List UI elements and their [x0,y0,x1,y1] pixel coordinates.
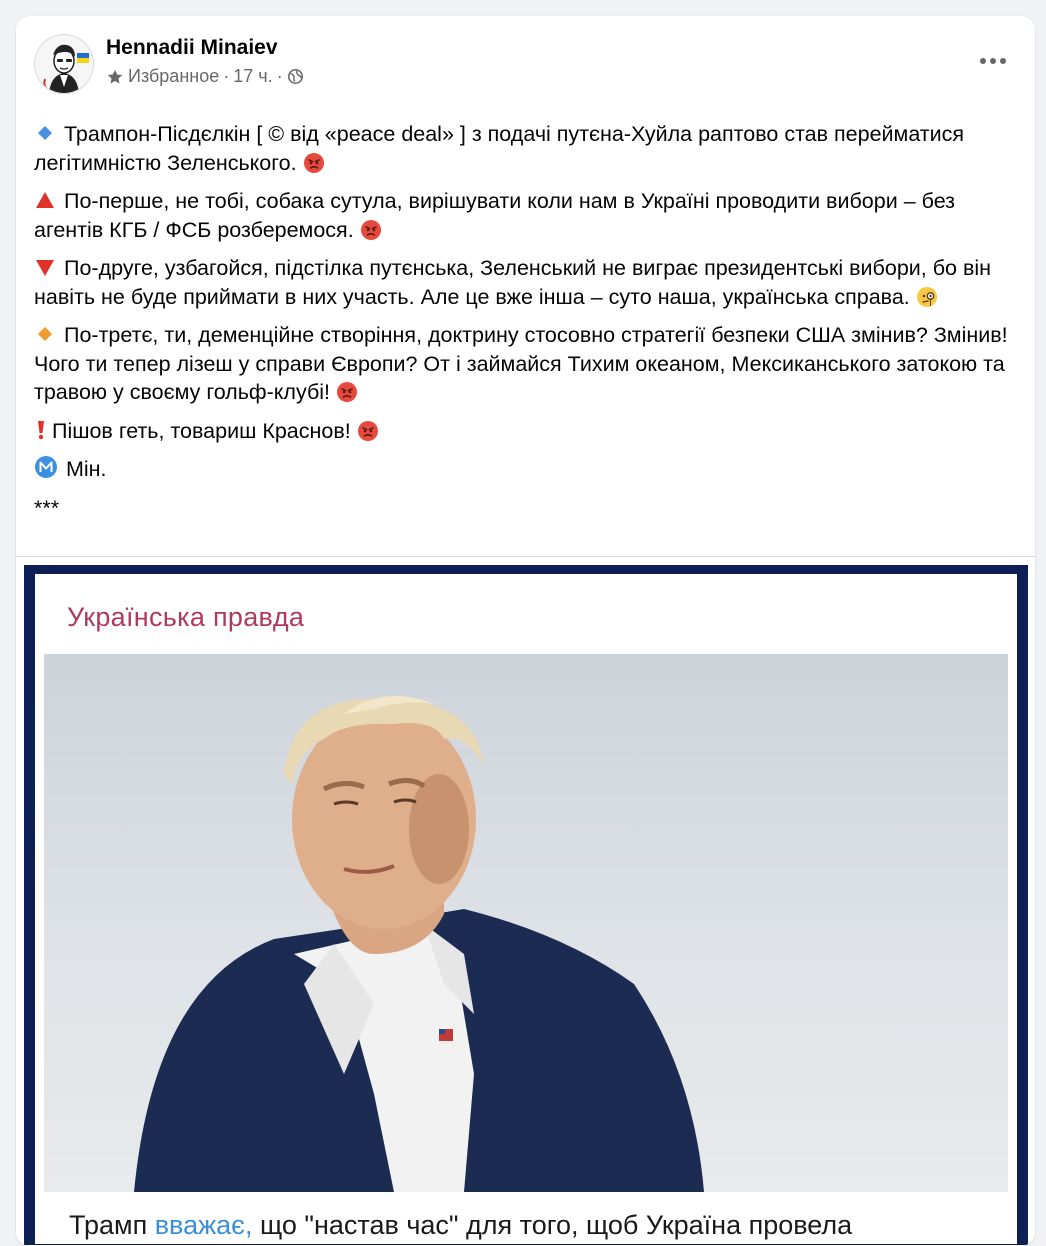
meta-separator: · [223,66,230,86]
red-triangle-down-icon [34,256,56,278]
paragraph-text: По-перше, не тобі, собака сутула, вирішувати коли нам в Україні проводити вибори – без агентів КГБ / ФСБ розберемося. [34,189,956,242]
small-orange-diamond-icon [34,323,56,345]
post-meta [106,66,304,87]
paragraph-1 [34,120,1019,177]
angry-face-icon [336,381,358,403]
paragraph-text: Мін. [66,457,107,481]
post-image[interactable] [24,565,1028,1245]
caption-text-end: що "настав час" для того, щоб Україна провела [252,1210,853,1240]
caption-link[interactable]: вважає, [154,1210,253,1240]
paragraph-4 [34,321,1019,407]
caption-text-start: Трамп [69,1210,155,1240]
post-card [16,16,1035,1246]
avatar-illustration [35,35,93,93]
author-name[interactable]: Hennadii Minaiev [106,36,278,59]
paragraph-5 [34,417,1019,446]
author-avatar[interactable] [34,34,94,94]
paragraph-text: Трампон-Пісдєлкін [ © від «peace deal» ] з подачі путєна-Хуйла раптово став перейматися легітимністю Зеленського. [34,122,965,175]
globe-icon[interactable] [287,68,304,85]
more-horizontal-icon [979,57,1007,65]
red-triangle-up-icon [34,189,56,211]
news-card-image [35,574,1017,1244]
circled-m-icon [34,455,58,479]
paragraph-6 [34,455,1019,484]
audience-label[interactable]: Избранное [128,66,220,86]
news-outlet-title: Українська правда [67,602,305,632]
post-header [16,16,1035,108]
post-time[interactable]: 17 ч. [233,66,273,86]
angry-face-icon [303,152,325,174]
meta-separator-2: · [276,66,283,86]
paragraph-text: По-друге, узбагойся, підстілка путєнська, Зеленський не виграє президентські вибори, бо він навіть не буде приймати в них участь. Але це вже інша – суто наша, українська справа. [34,256,992,309]
divider [16,556,1035,557]
angry-face-icon [360,219,382,241]
paragraph-2 [34,187,1019,244]
person-photo-illustration [44,654,1008,1192]
news-caption [69,1210,852,1241]
paragraph-text: По-третє, ти, деменційне створіння, доктрину стосовно стратегії безпеки США змінив? Змінив! Чого ти тепер лізеш у справи Європи? От і займайся Тихим океаном, Мексиканського затокою та травою у своєму гольф-клубі! [34,323,1008,404]
small-blue-diamond-icon [34,122,56,144]
paragraph-text: *** [34,495,60,520]
star-icon [106,68,124,86]
paragraph-text: Пішов геть, товариш Краснов! [52,418,351,443]
more-options-button[interactable] [975,46,1011,76]
paragraph-7 [34,494,1019,523]
news-photo [44,654,1008,1192]
angry-face-icon [357,420,379,442]
monocle-face-icon [916,286,938,308]
post-body [34,108,1019,532]
red-exclamation-icon [34,419,48,441]
paragraph-3 [34,254,1019,311]
